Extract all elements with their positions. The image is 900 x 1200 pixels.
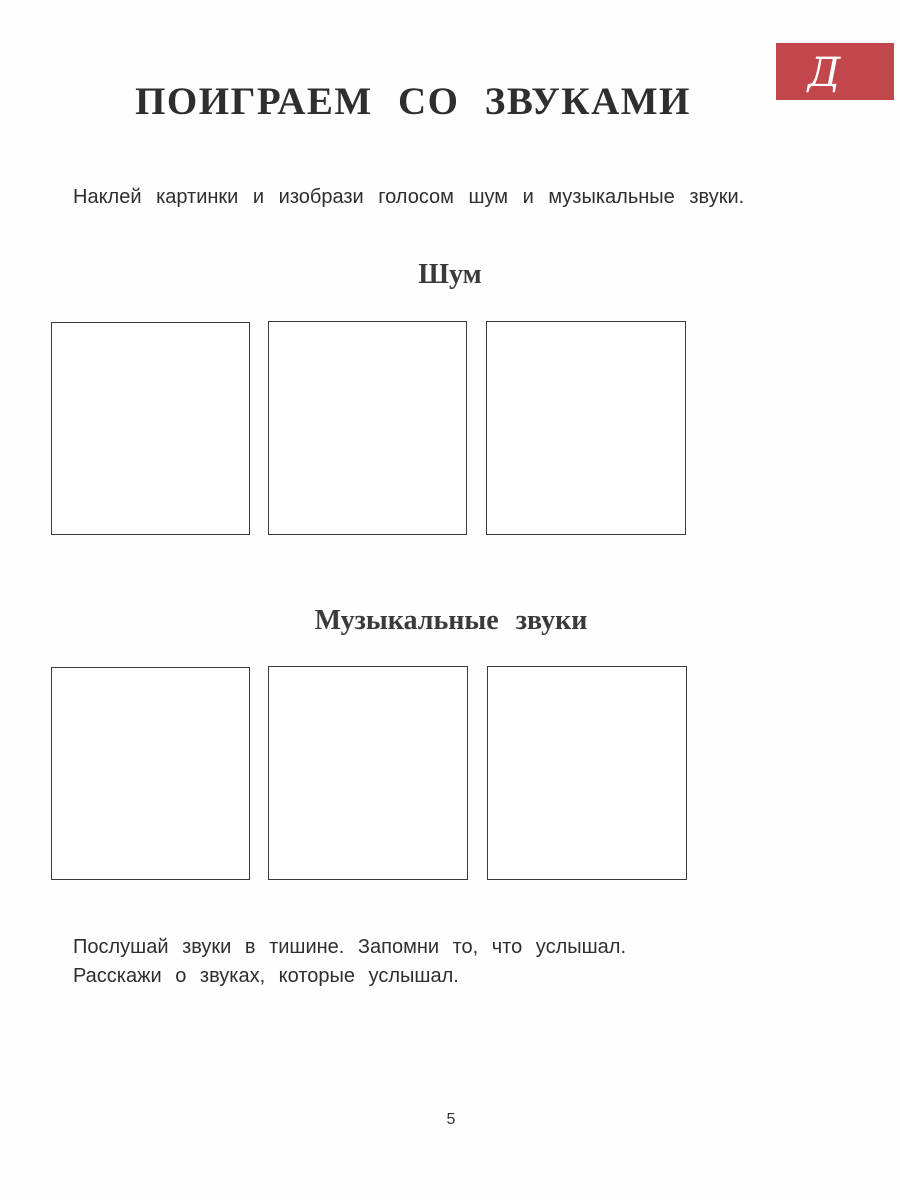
section-title-noise: Шум [418, 259, 482, 290]
sticker-box-noise-2 [268, 321, 467, 535]
section-letter: Д [807, 49, 841, 96]
sticker-box-music-3 [487, 666, 687, 880]
page-title: ПОИГРАЕМ СО ЗВУКАМИ [135, 80, 691, 123]
page-number: 5 [446, 1111, 456, 1128]
section-title-music: Музыкальные звуки [314, 605, 588, 636]
sticker-box-music-2 [268, 666, 468, 880]
sticker-box-noise-1 [51, 322, 250, 535]
bottom-instruction-line-2: Расскажи о звуках, которые услышал. [73, 965, 459, 987]
sticker-box-noise-3 [486, 321, 686, 535]
sticker-box-music-1 [51, 667, 250, 880]
bottom-instruction-line-1: Послушай звуки в тишине. Запомни то, что услышал. [73, 936, 627, 958]
instruction-text: Наклей картинки и изобрази голосом шум и музыкальные звуки. [73, 186, 745, 208]
